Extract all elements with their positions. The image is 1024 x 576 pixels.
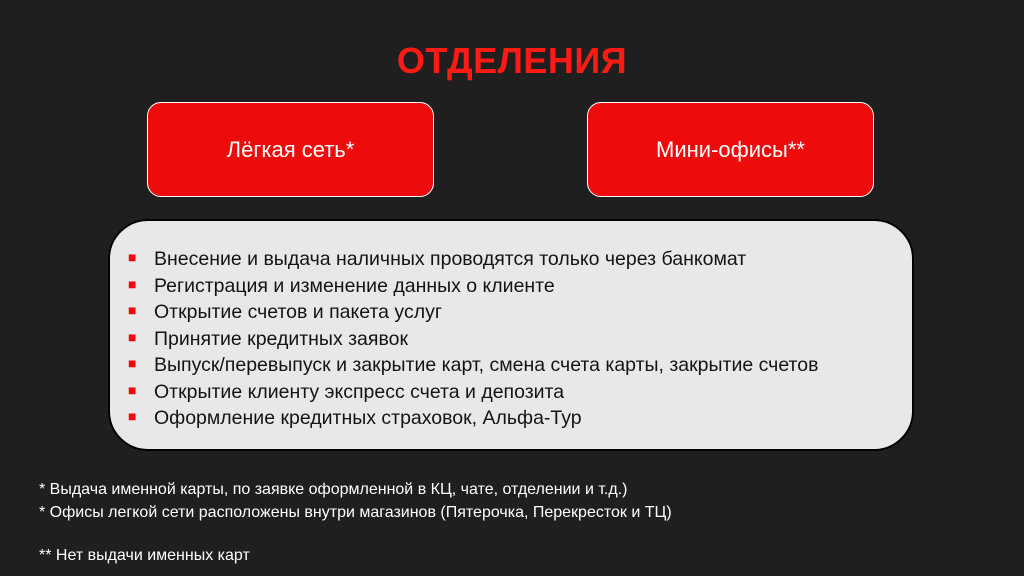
mini-offices-label: Мини-офисы** <box>656 136 805 162</box>
list-item <box>128 247 912 274</box>
list-item <box>128 380 912 407</box>
bullet-icon: ■ <box>128 355 137 371</box>
light-network-box <box>147 102 434 197</box>
list-item <box>128 300 912 327</box>
mini-offices-box <box>587 102 874 197</box>
feature-text: Принятие кредитных заявок <box>154 327 408 350</box>
footnote-card-issue: * Выдача именной карты, по заявке оформленной в КЦ, чате, отделении и т.д.) <box>39 481 628 498</box>
feature-text: Открытие счетов и пакета услуг <box>154 301 442 323</box>
features-panel <box>108 219 914 451</box>
slide-title: ОТДЕЛЕНИЯ <box>396 40 628 81</box>
light-network-label: Лёгкая сеть* <box>226 136 355 162</box>
bullet-icon: ■ <box>128 275 137 292</box>
footnote-store-location: * Офисы легкой сети расположены внутри магазинов (Пятерочка, Перекресток и ТЦ) <box>39 504 672 521</box>
feature-text: Открытие клиенту экспресс счета и депозита <box>154 380 565 403</box>
footnotes <box>39 478 672 567</box>
footnote-no-named-cards: ** Нет выдачи именных карт <box>39 547 250 564</box>
bullet-icon: ■ <box>128 302 137 318</box>
list-item <box>128 274 912 301</box>
bullet-icon: ■ <box>128 408 137 424</box>
features-list <box>128 247 912 433</box>
feature-text: Оформление кредитных страховок, Альфа-Тур <box>154 407 582 429</box>
list-item <box>128 327 912 354</box>
bullet-icon: ■ <box>128 328 137 345</box>
list-item <box>128 353 912 380</box>
bullet-icon: ■ <box>128 381 137 398</box>
feature-text: Регистрация и изменение данных о клиенте <box>154 274 555 297</box>
feature-text: Выпуск/перевыпуск и закрытие карт, смена счета карты, закрытие счетов <box>154 354 819 376</box>
list-item <box>128 406 912 433</box>
feature-text: Внесение и выдача наличных проводятся только через банкомат <box>154 248 747 270</box>
bullet-icon: ■ <box>128 249 137 265</box>
